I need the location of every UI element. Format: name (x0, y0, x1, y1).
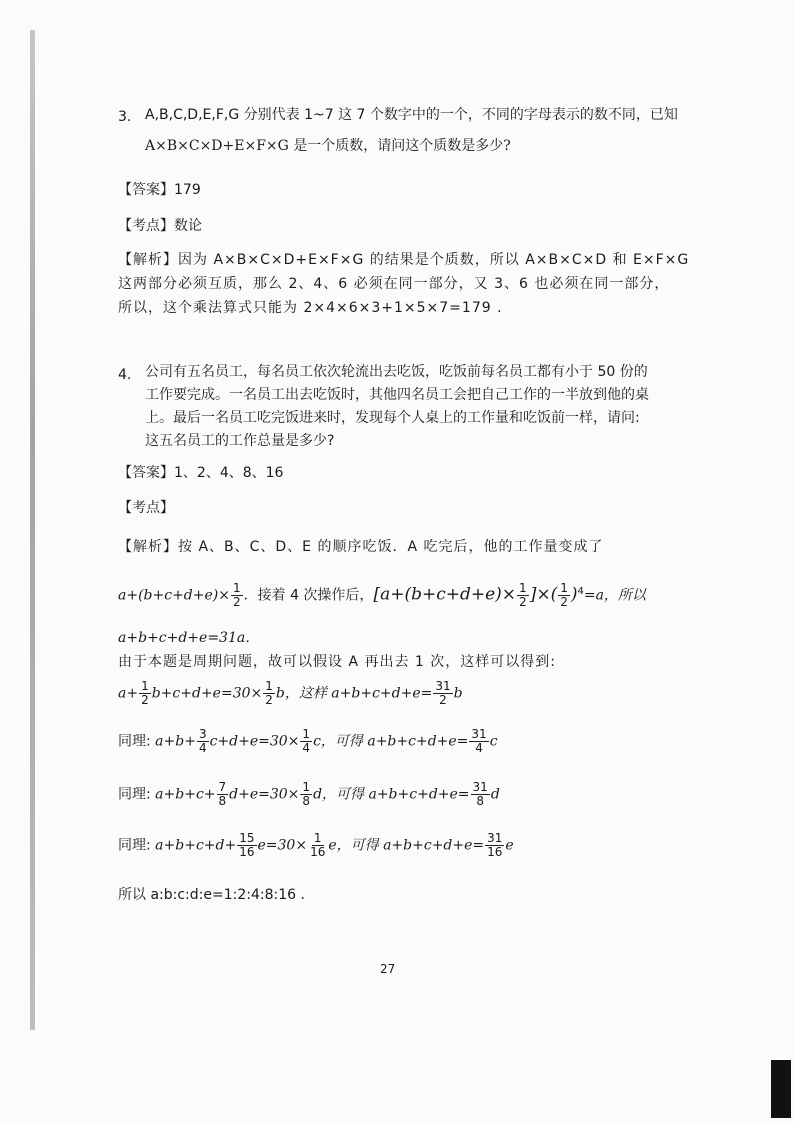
same-label: 同理: (118, 786, 151, 803)
q3-answer: 【答案】179 (118, 182, 201, 198)
q4-text-line3: 上。最后一名员工吃完饭进来时，发现每个人桌上的工作量和吃饭前一样，请问: (145, 410, 640, 426)
q4-answer: 【答案】1、2、4、8、16 (118, 465, 284, 481)
q4-text-line1: 公司有五名员工，每名员工依次轮流出去吃饭，吃饭前每名员工都有小于 50 份的 (145, 364, 648, 380)
fraction-31-16: $\frac{31}{16}$ (487, 831, 503, 859)
step6-expr-b: d+e=30× (229, 786, 300, 803)
step4-expr-d: b (453, 685, 463, 702)
q4-step3: 由于本题是周期问题，故可以假设 A 再出去 1 次，这样可以得到: (118, 654, 557, 670)
q4-text-line2: 工作要完成。一名员工出去吃饭时，其他四名员工会把自己工作的一半放到他的桌 (145, 387, 649, 403)
q4-conclusion: 所以 a:b:c:d:e=1:2:4:8:16 ． (118, 887, 315, 903)
q4-step5 (118, 728, 498, 755)
step5-expr-b: c+d+e=30× (209, 733, 300, 750)
step5-expr-c: c，可得 a+b+c+d+e= (313, 733, 469, 750)
scan-edge-mark (771, 1060, 791, 1118)
q4-step7 (118, 832, 514, 859)
q4-step6 (118, 781, 500, 808)
fraction-15-16: $\frac{15}{16}$ (239, 831, 255, 859)
step6-expr-a: a+b+c+ (155, 786, 216, 803)
step1-expr-c: [a+(b+c+d+e)× (373, 584, 517, 605)
fraction-3-4: $\frac{3}{4}$ (198, 727, 207, 755)
q3-point: 【考点】数论 (118, 218, 202, 234)
fraction-half: $\frac{1}{2}$ (265, 679, 273, 707)
q3-analysis-line3: 所以，这个乘法算式只能为 2×4×6×3+1×5×7=179 . (118, 300, 503, 316)
scan-edge-shadow (30, 30, 35, 1030)
page-number: 27 (380, 962, 396, 976)
q4-text-line4: 这五名员工的工作总量是多少? (145, 433, 335, 449)
fraction-1-16: $\frac{1}{16}$ (310, 831, 326, 859)
q4-step4 (118, 680, 463, 707)
fraction-1-4: $\frac{1}{4}$ (302, 727, 311, 755)
fraction-1-8: $\frac{1}{8}$ (302, 780, 311, 808)
step4-expr-b: b+c+d+e=30× (151, 685, 263, 702)
step4-expr-c: b，这样 a+b+c+d+e= (275, 685, 433, 702)
same-label: 同理: (118, 733, 151, 750)
fraction-half-2: $\frac{1}{2}$ (519, 581, 527, 610)
q3-analysis-line2: 这两部分必须互质，那么 2、4、6 必须在同一部分，又 3、6 也必须在同一部分， (118, 276, 670, 292)
step7-expr-b: e=30× (257, 837, 308, 854)
step7-expr-c: e，可得 a+b+c+d+e= (328, 837, 485, 854)
step7-expr-a: a+b+c+d+ (155, 837, 237, 854)
step6-expr-c: d，可得 a+b+c+d+e= (313, 786, 470, 803)
step1-exponent: 4 (577, 586, 584, 597)
fraction-31-8: $\frac{31}{8}$ (472, 780, 488, 808)
step5-expr-d: c (489, 733, 498, 750)
q4-analysis-line1: 【解析】按 A、B、C、D、E 的顺序吃饭．A 吃完后，他的工作量变成了 (118, 539, 604, 555)
fraction-7-8: $\frac{7}{8}$ (218, 780, 227, 808)
fraction-31-2: $\frac{31}{2}$ (435, 679, 451, 707)
fraction-half: $\frac{1}{2}$ (232, 581, 241, 610)
q3-text-line2: A×B×C×D+E×F×G 是一个质数，请问这个质数是多少? (145, 138, 511, 154)
step6-expr-d: d (490, 786, 500, 803)
q3-text-line1: A,B,C,D,E,F,G 分别代表 1~7 这 7 个数字中的一个，不同的字母表示的数不同，已知 (145, 107, 678, 123)
step1-text-b: ．接着 4 次操作后， (243, 587, 374, 604)
fraction-half-3: $\frac{1}{2}$ (560, 581, 568, 610)
fraction-half: $\frac{1}{2}$ (141, 679, 149, 707)
step1-expr-f: =a，所以 (583, 587, 646, 604)
step7-expr-d: e (505, 837, 514, 854)
fraction-31-4: $\frac{31}{4}$ (471, 727, 487, 755)
step5-expr-a: a+b+ (155, 733, 196, 750)
step4-expr-a: a+ (118, 685, 139, 702)
q3-analysis-line1: 【解析】因为 A×B×C×D+E×F×G 的结果是个质数，所以 A×B×C×D 和 E×F×G (118, 252, 690, 268)
step1-expr-d: ]×( (529, 584, 558, 605)
q3-number: 3. (118, 109, 132, 125)
q4-point: 【考点】 (118, 500, 174, 516)
step1-expr-e: ) (570, 584, 578, 605)
q4-number: 4. (118, 367, 132, 383)
same-label: 同理: (118, 837, 151, 854)
q4-step2: a+b+c+d+e=31a． (118, 630, 260, 646)
step1-expr-a: a+(b+c+d+e)× (118, 587, 230, 604)
q4-step1 (118, 582, 646, 609)
